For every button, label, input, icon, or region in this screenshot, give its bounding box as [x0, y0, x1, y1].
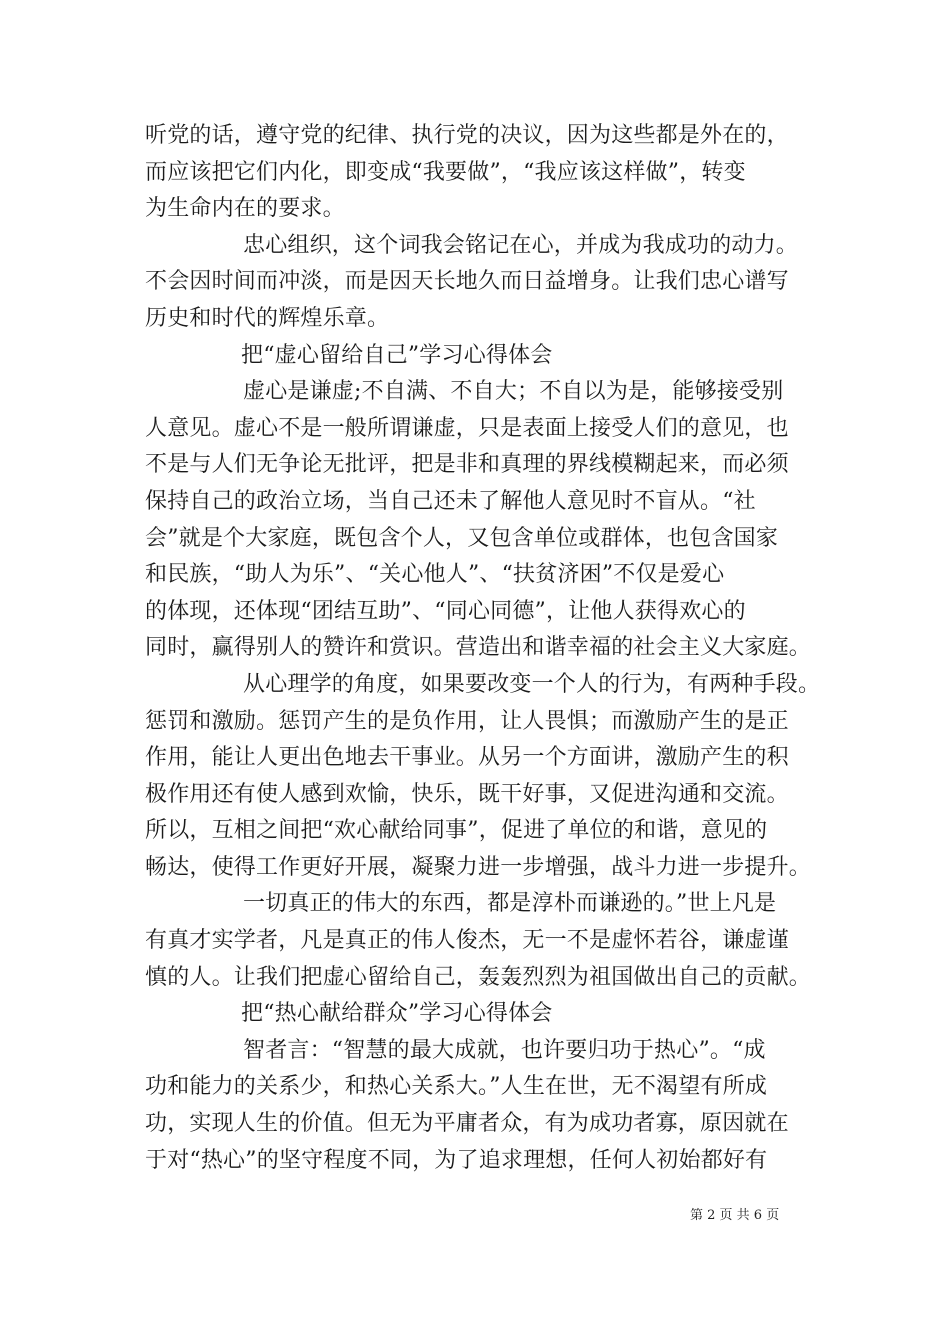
- section-heading: 把“热心献给群众”学习心得体会: [241, 1001, 553, 1027]
- text-line: 人意见。虚心不是一般所谓谦虚，只是表面上接受人们的意见，也: [145, 415, 789, 441]
- text-line: 一切真正的伟大的东西，都是淳朴而谦逊的。”世上凡是: [243, 891, 777, 917]
- text-line: 忠心组织，这个词我会铭记在心，并成为我成功的动力。: [243, 232, 799, 258]
- text-line: 历史和时代的辉煌乐章。: [145, 305, 390, 331]
- text-line: 畅达，使得工作更好开展，凝聚力进一步增强，战斗力进一步提升。: [145, 854, 812, 880]
- text-line: 于对“热心”的坚守程度不同，为了追求理想，任何人初始都好有: [145, 1147, 768, 1173]
- text-line: 虚心是谦虚;不自满、不自大；不自以为是，能够接受别: [243, 379, 784, 405]
- text-line: 听党的话，遵守党的纪律、执行党的决议，因为这些都是外在的，: [145, 123, 789, 148]
- text-line: 为生命内在的要求。: [145, 196, 345, 222]
- text-line: 功，实现人生的价值。但无为平庸者众，有为成功者寡，原因就在: [145, 1111, 789, 1137]
- text-line: 作用，能让人更出色地去干事业。从另一个方面讲，激励产生的积: [145, 745, 789, 771]
- text-line: 惩罚和激励。惩罚产生的是负作用，让人畏惧；而激励产生的是正: [145, 708, 789, 734]
- text-line: 不是与人们无争论无批评，把是非和真理的界线模糊起来，而必须: [145, 452, 789, 478]
- text-line: 不会因时间而冲淡，而是因天长地久而日益增身。让我们忠心谱写: [145, 269, 789, 295]
- text-line: 同时，赢得别人的赞许和赏识。营造出和谐幸福的社会主义大家庭。: [145, 635, 812, 661]
- text-line: 会”就是个大家庭，既包含个人，又包含单位或群体，也包含国家: [145, 525, 779, 551]
- text-line: 慎的人。让我们把虚心留给自己，轰轰烈烈为祖国做出自己的贡献。: [145, 964, 812, 990]
- text-line: 有真才实学者，凡是真正的伟人俊杰，无一不是虚怀若谷，谦虚谨: [145, 928, 789, 954]
- text-line: 而应该把它们内化，即变成“我要做”，“我应该这样做”，转变: [145, 159, 746, 185]
- text-line: 智者言：“智慧的最大成就，也许要归功于热心”。“成: [243, 1037, 766, 1063]
- text-line: 极作用还有使人感到欢愉，快乐，既干好事，又促进沟通和交流。: [145, 781, 789, 807]
- text-line: 所以，互相之间把“欢心献给同事”，促进了单位的和谐，意见的: [145, 818, 768, 844]
- text-line: 功和能力的关系少，和热心关系大。”人生在世，无不渴望有所成: [145, 1074, 768, 1100]
- text-line: 保持自己的政治立场，当自己还未了解他人意见时不盲从。“社: [145, 488, 756, 514]
- text-line: 和民族，“助人为乐”、“关心他人”、“扶贫济困”不仅是爱心: [145, 562, 725, 588]
- text-line: 的体现，还体现“团结互助”、“同心同德”，让他人获得欢心的: [145, 598, 746, 624]
- document-body: [145, 118, 821, 1179]
- page-number-footer: 第 2 页 共 6 页: [690, 1208, 780, 1223]
- section-heading: 把“虚心留给自己”学习心得体会: [241, 342, 553, 368]
- text-line: 从心理学的角度，如果要改变一个人的行为，有两种手段。: [243, 671, 821, 697]
